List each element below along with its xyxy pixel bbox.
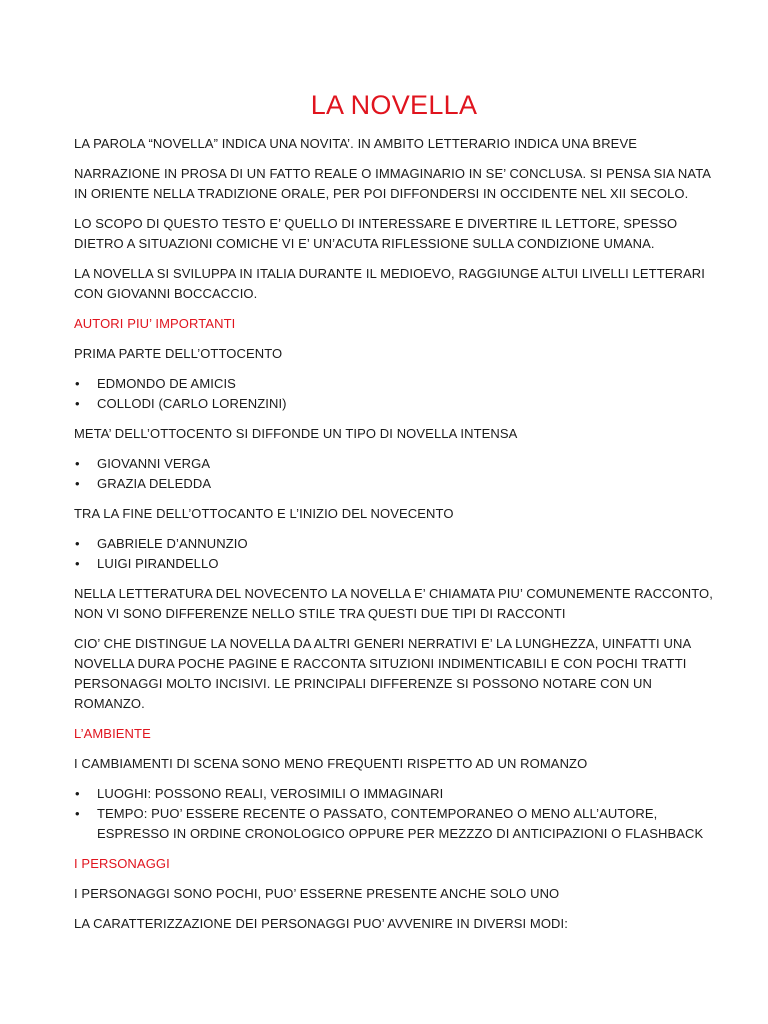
- authors-list-3: [74, 534, 714, 574]
- document-title: LA NOVELLA: [310, 90, 478, 120]
- differences-paragraph: CIO’ CHE DISTINGUE LA NOVELLA DA ALTRI GENERI NERRATIVI E’ LA LUNGHEZZA, UINFATTI UNA NOVELLA DURA POCHE PAGINE E RACCONTA SITUZIONI INDIMENTICABILI E CON POCHI TRATTI PERSONAGGI MOLTO INCISIVI. LE PRINCIPALI DIFFERENZE SI POSSONO NOTARE CON UN ROMANZO.: [74, 636, 691, 711]
- list-item-text: GABRIELE D’ANNUNZIO: [97, 536, 248, 551]
- bullet-icon: •: [75, 376, 80, 391]
- personaggi-heading: I PERSONAGGI: [74, 856, 170, 871]
- period-2: META’ DELL’OTTOCENTO SI DIFFONDE UN TIPO DI NOVELLA INTENSA: [74, 426, 518, 441]
- list-item: [74, 804, 714, 844]
- list-item: [74, 454, 714, 474]
- novecento-paragraph: NELLA LETTERATURA DEL NOVECENTO LA NOVELLA E’ CHIAMATA PIU’ COMUNEMENTE RACCONTO, NON VI SONO DIFFERENZE NELLO STILE TRA QUESTI DUE TIPI DI RACCONTI: [74, 586, 713, 621]
- bullet-icon: •: [75, 556, 80, 571]
- intro-paragraph-4: LA NOVELLA SI SVILUPPA IN ITALIA DURANTE IL MEDIOEVO, RAGGIUNGE ALTUI LIVELLI LETTERARI CON GIOVANNI BOCCACCIO.: [74, 266, 705, 301]
- document-page: [74, 88, 714, 944]
- period-1: PRIMA PARTE DELL’OTTOCENTO: [74, 346, 283, 361]
- list-item: [74, 554, 714, 574]
- intro-paragraph-3: LO SCOPO DI QUESTO TESTO E’ QUELLO DI INTERESSARE E DIVERTIRE IL LETTORE, SPESSO DIETRO A SITUAZIONI COMICHE VI E’ UN’ACUTA RIFLESSIONE SULLA CONDIZIONE UMANA.: [74, 216, 678, 251]
- list-item: [74, 374, 714, 394]
- list-item-text: LUOGHI: POSSONO REALI, VEROSIMILI O IMMAGINARI: [97, 786, 444, 801]
- list-item-text: GRAZIA DELEDDA: [97, 476, 212, 491]
- intro-paragraph-1: LA PAROLA “NOVELLA” INDICA UNA NOVITA’. IN AMBITO LETTERARIO INDICA UNA BREVE: [74, 136, 637, 151]
- bullet-icon: •: [75, 476, 80, 491]
- personaggi-paragraph-2: LA CARATTERIZZAZIONE DEI PERSONAGGI PUO’ AVVENIRE IN DIVERSI MODI:: [74, 916, 568, 931]
- ambiente-list: [74, 784, 714, 844]
- list-item-text: TEMPO: PUO’ ESSERE RECENTE O PASSATO, CONTEMPORANEO O MENO ALL’AUTORE, ESPRESSO IN ORDINE CRONOLOGICO OPPURE PER MEZZZO DI ANTICIPAZIONI O FLASHBACK: [97, 806, 704, 841]
- bullet-icon: •: [75, 456, 80, 471]
- list-item-text: COLLODI (CARLO LORENZINI): [97, 396, 287, 411]
- bullet-icon: •: [75, 806, 80, 821]
- authors-list-1: [74, 374, 714, 414]
- ambiente-heading: L’AMBIENTE: [74, 726, 151, 741]
- list-item: [74, 534, 714, 554]
- intro-paragraph-2: NARRAZIONE IN PROSA DI UN FATTO REALE O IMMAGINARIO IN SE’ CONCLUSA. SI PENSA SIA NATA IN ORIENTE NELLA TRADIZIONE ORALE, PER POI DIFFONDERSI IN OCCIDENTE NEL XII SECOLO.: [74, 166, 711, 201]
- list-item: [74, 474, 714, 494]
- bullet-icon: •: [75, 786, 80, 801]
- bullet-icon: •: [75, 396, 80, 411]
- authors-heading: AUTORI PIU’ IMPORTANTI: [74, 316, 236, 331]
- authors-list-2: [74, 454, 714, 494]
- list-item: [74, 784, 714, 804]
- list-item-text: LUIGI PIRANDELLO: [97, 556, 219, 571]
- bullet-icon: •: [75, 536, 80, 551]
- personaggi-paragraph-1: I PERSONAGGI SONO POCHI, PUO’ ESSERNE PRESENTE ANCHE SOLO UNO: [74, 886, 560, 901]
- ambiente-paragraph: I CAMBIAMENTI DI SCENA SONO MENO FREQUENTI RISPETTO AD UN ROMANZO: [74, 756, 588, 771]
- list-item-text: EDMONDO DE AMICIS: [97, 376, 236, 391]
- period-3: TRA LA FINE DELL’OTTOCANTO E L’INIZIO DEL NOVECENTO: [74, 506, 454, 521]
- list-item-text: GIOVANNI VERGA: [97, 456, 211, 471]
- list-item: [74, 394, 714, 414]
